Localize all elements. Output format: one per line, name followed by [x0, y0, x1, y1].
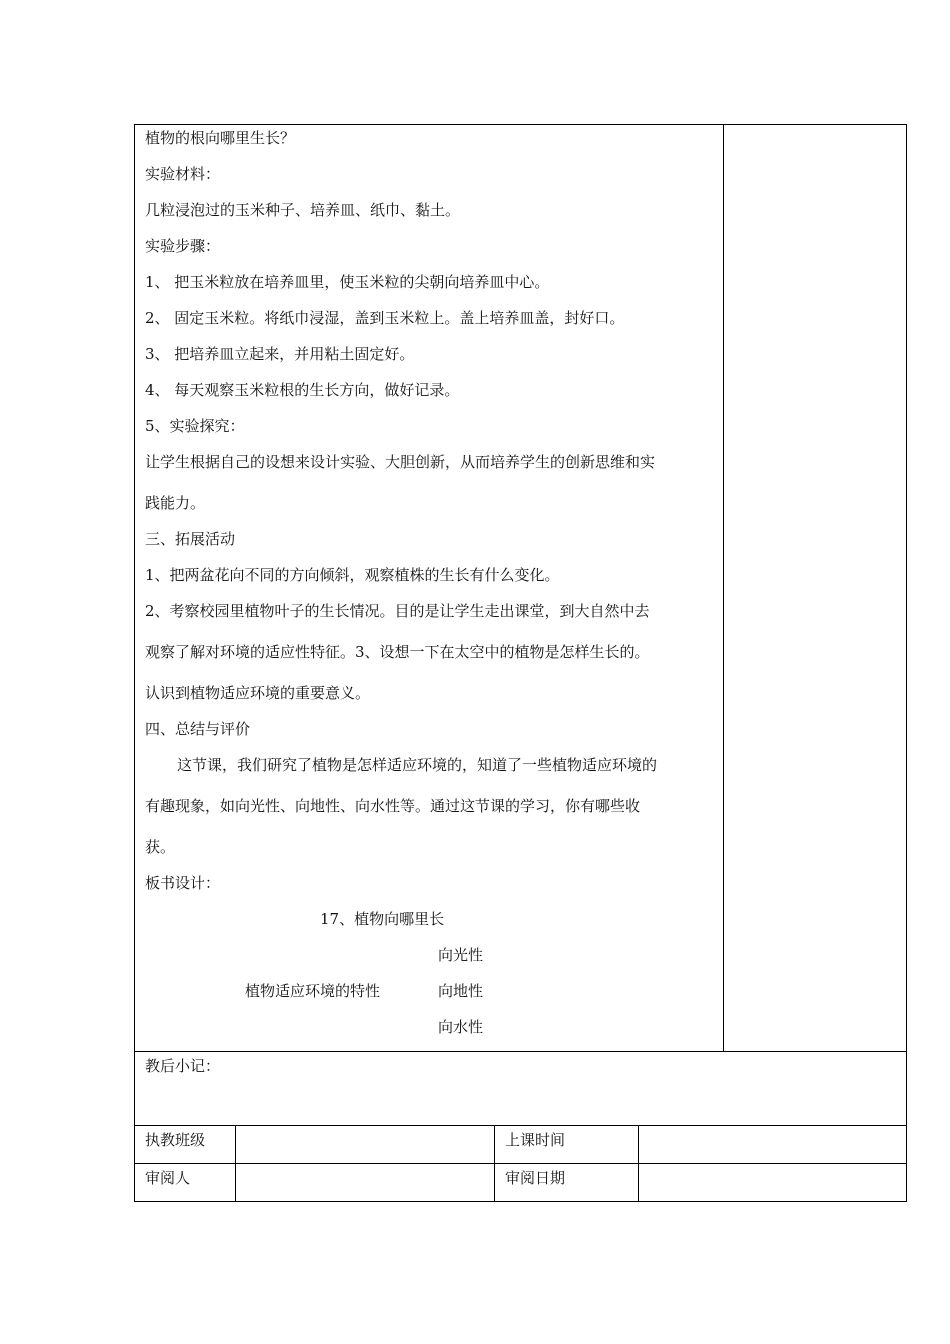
- step-1: 1、 把玉米粒放在培养皿里，使玉米粒的尖朝向培养皿中心。: [145, 273, 550, 291]
- footer-divider-3: [638, 1125, 639, 1202]
- explore-text-line-2: 践能力。: [145, 494, 206, 512]
- board-item-gravitropism: 向地性: [438, 982, 484, 1000]
- footer-divider-1: [235, 1125, 236, 1202]
- board-item-phototropism: 向光性: [438, 946, 484, 964]
- extension-item-2-line-3: 认识到植物适应环境的重要意义。: [145, 684, 371, 702]
- teaching-class-label: 执教班级: [145, 1131, 206, 1149]
- summary-text-line-3: 获。: [145, 838, 176, 856]
- review-date-label: 审阅日期: [505, 1169, 566, 1187]
- extension-heading: 三、拓展活动: [145, 530, 236, 548]
- extension-item-2-line-1: 2、考察校园里植物叶子的生长情况。目的是让学生走出课堂，到大自然中去: [145, 602, 650, 620]
- extension-item-1: 1、把两盆花向不同的方向倾斜，观察植株的生长有什么变化。: [145, 566, 560, 584]
- question-heading: 植物的根向哪里生长？: [145, 129, 296, 147]
- materials-heading: 实验材料：: [145, 165, 221, 183]
- summary-text-line-1: 这节课，我们研究了植物是怎样适应环境的，知道了一些植物适应环境的: [177, 756, 658, 774]
- content-bottom-rule: [134, 1051, 907, 1052]
- step-2: 2、 固定玉米粒。将纸巾浸湿，盖到玉米粒上。盖上培养皿盖，封好口。: [145, 309, 625, 327]
- step-5-heading: 5、实验探究：: [145, 417, 245, 435]
- board-item-hydrotropism: 向水性: [438, 1018, 484, 1036]
- board-title: 17、植物向哪里长: [320, 910, 445, 928]
- steps-heading: 实验步骤：: [145, 237, 221, 255]
- board-design-heading: 板书设计：: [145, 874, 221, 892]
- extension-item-2-line-2: 观察了解对环境的适应性特征。3、设想一下在太空中的植物是怎样生长的。: [145, 643, 650, 661]
- explore-text-line-1: 让学生根据自己的设想来设计实验、大胆创新，从而培养学生的创新思维和实: [145, 453, 656, 471]
- summary-heading: 四、总结与评价: [145, 720, 251, 738]
- footer-divider-2: [494, 1125, 495, 1202]
- reviewer-label: 审阅人: [145, 1169, 191, 1187]
- step-4: 4、 每天观察玉米粒根的生长方向，做好记录。: [145, 381, 460, 399]
- step-3: 3、 把培养皿立起来，并用粘土固定好。: [145, 345, 415, 363]
- notes-bottom-rule: [134, 1125, 907, 1126]
- class-time-label: 上课时间: [505, 1131, 566, 1149]
- right-column-divider: [723, 124, 724, 1051]
- board-left-label: 植物适应环境的特性: [245, 982, 381, 1000]
- summary-text-line-2: 有趣现象，如向光性、向地性、向水性等。通过这节课的学习，你有哪些收: [145, 797, 641, 815]
- materials-text: 几粒浸泡过的玉米种子、培养皿、纸巾、黏土。: [145, 201, 461, 219]
- post-lesson-notes-label: 教后小记：: [145, 1057, 221, 1075]
- footer-row-rule: [134, 1163, 907, 1164]
